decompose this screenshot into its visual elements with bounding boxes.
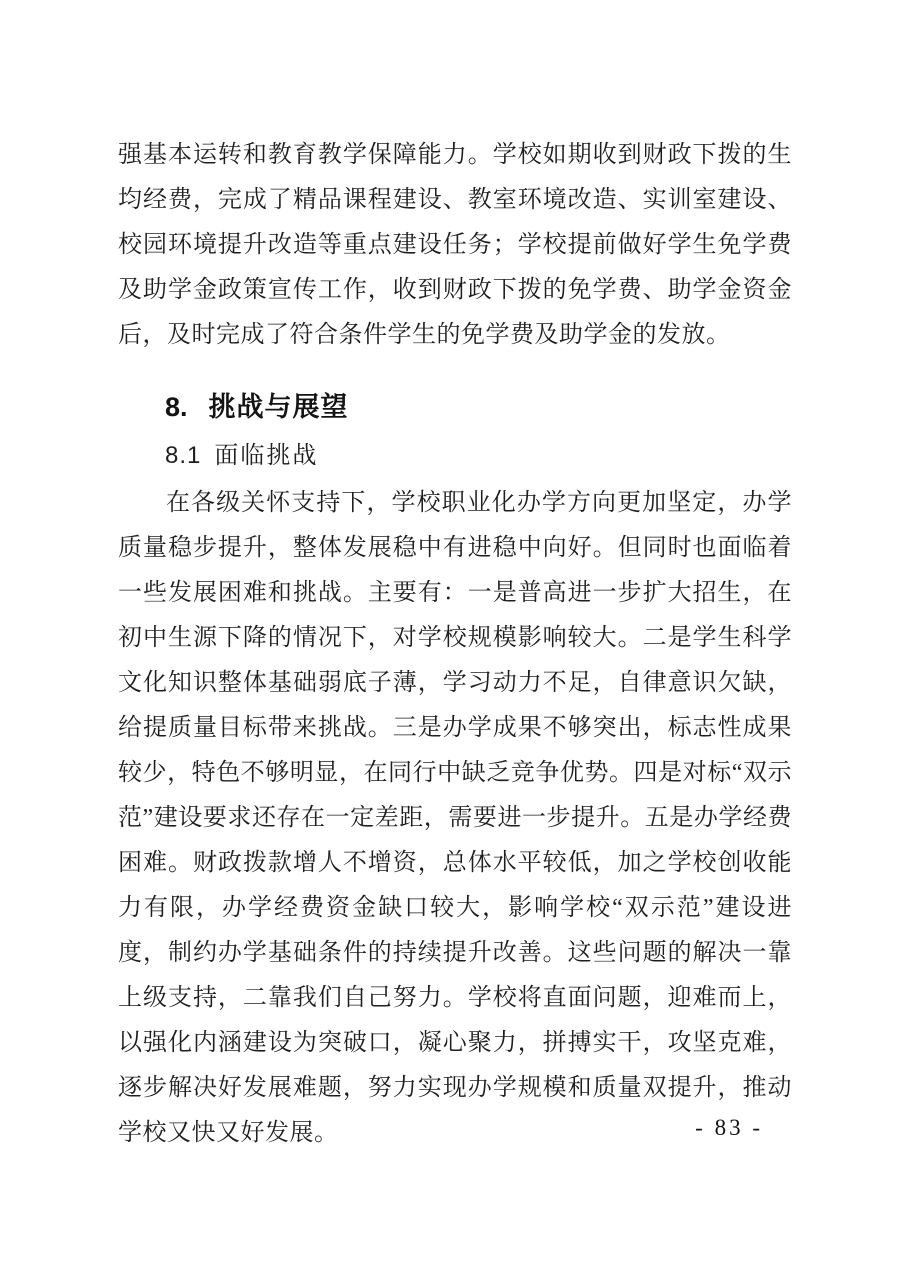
body-paragraph: 在各级关怀支持下，学校职业化办学方向更加坚定，办学质量稳步提升，整体发展稳中有进稳中向好。但同时也面临着一些发展困难和挑战。主要有：一是普高进一步扩大招生，在初中生源下降的情况下，对学校规模影响较大。二是学生科学文化知识整体基础弱底子薄，学习动力不足，自律意识欠缺，给提质量目标带来挑战。三是办学成果不够突出，标志性成果较少，特色不够明显，在同行中缺乏竞争优势。四是对标“双示范”建设要求还存在一定差距，需要进一步提升。五是办学经费困难。财政拨款增人不增资，总体水平较低，加之学校创收能力有限，办学经费资金缺口较大，影响学校“双示范”建设进度，制约办学基础条件的持续提升改善。这些问题的解决一靠上级支持，二靠我们自己努力。学校将直面问题，迎难而上，以强化内涵建设为突破口，凝心聚力，拼搏实干，攻坚克难，逐步解决好发展难题，努力实现办学规模和质量双提升，推动学校又快又好发展。 [118, 490, 792, 1146]
section-title: 挑战与展望 [208, 392, 349, 422]
subsection-heading [165, 433, 318, 479]
section-heading [165, 385, 349, 430]
subsection-title: 面临挑战 [214, 443, 319, 469]
section-number: 8. [165, 392, 188, 422]
subsection-number: 8.1 [165, 442, 202, 469]
continuation-paragraph: 强基本运转和教育教学保障能力。学校如期收到财政下拨的生均经费，完成了精品课程建设、教室环境改造、实训室建设、校园环境提升改造等重点建设任务；学校提前做好学生免学费及助学金政策宣传工作，收到财政下拨的免学费、助学金资金后，及时完成了符合条件学生的免学费及助学金的发放。 [118, 142, 792, 348]
page-number: - 83 - [695, 1115, 763, 1140]
